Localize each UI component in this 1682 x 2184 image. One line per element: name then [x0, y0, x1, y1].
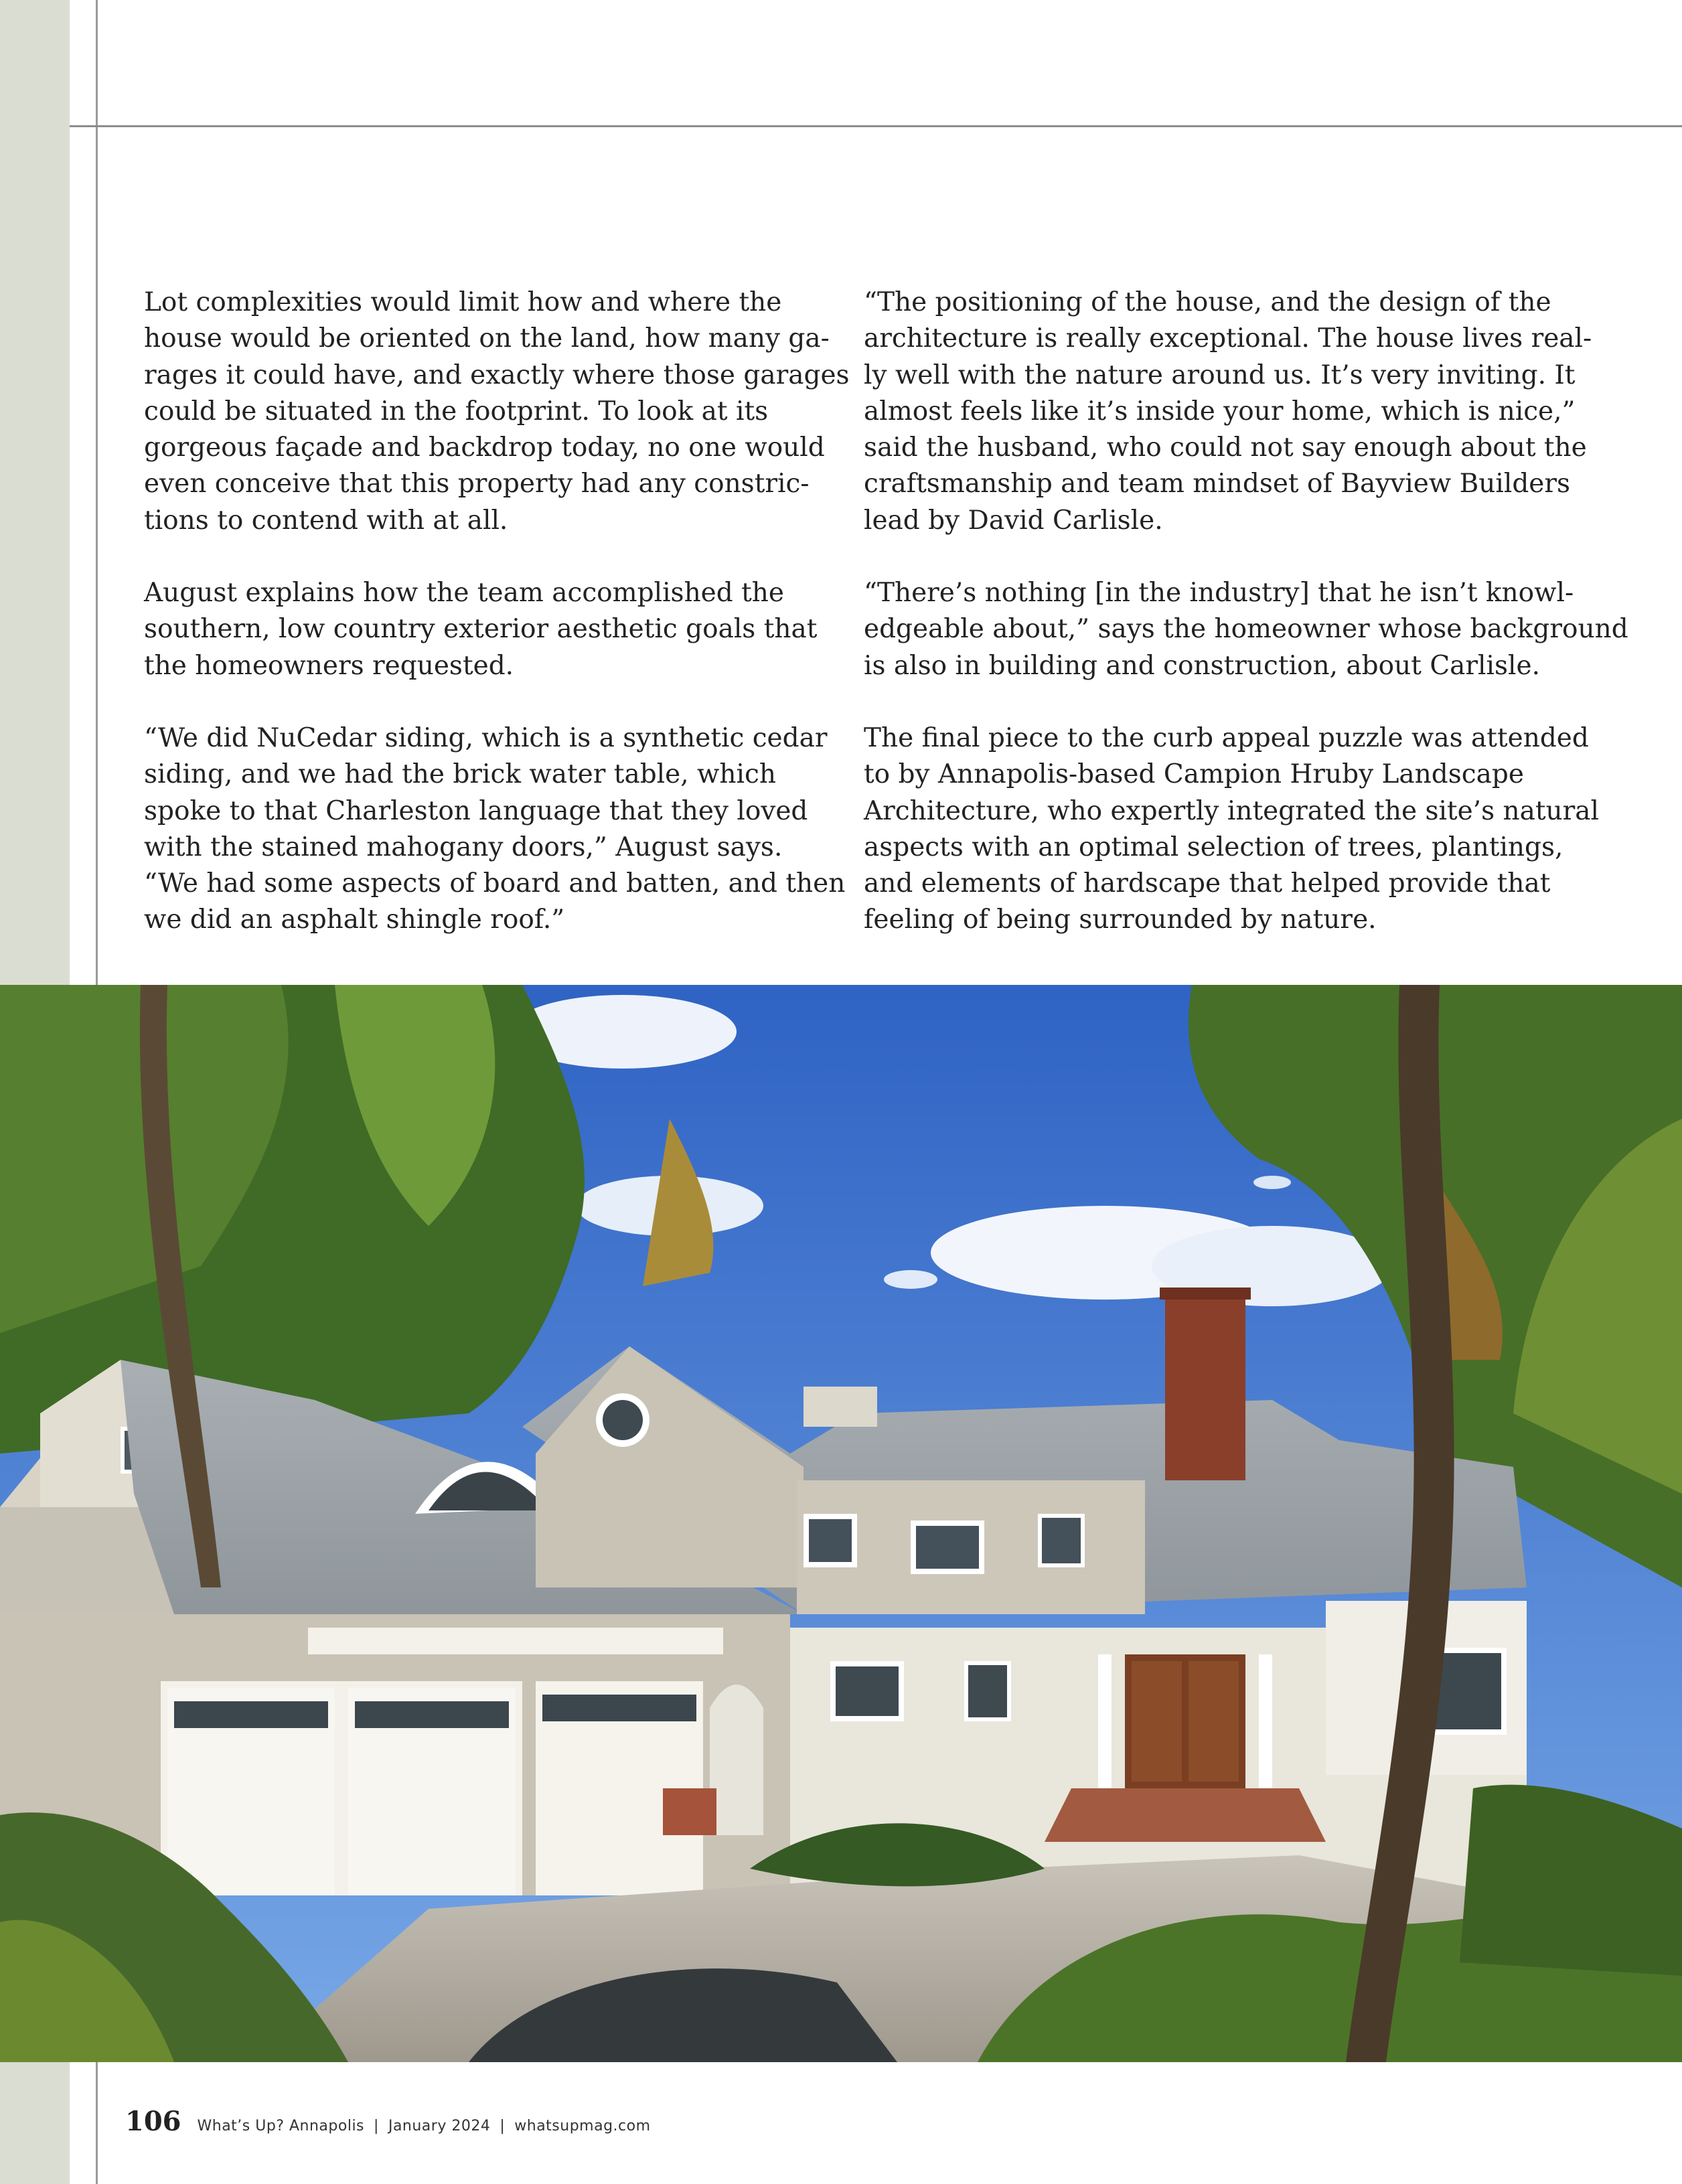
page-footer — [125, 2106, 651, 2139]
article-right-column — [864, 285, 1628, 975]
house-exterior-photo — [0, 985, 1682, 2062]
issue-date: January 2024 — [388, 2118, 491, 2134]
horizontal-rule — [70, 125, 1682, 127]
paragraph: “There’s nothing [in the industry] that he isn’t knowl- edgeable about,” says the homeowner whose background is also in building and construction, about Carlisle. — [864, 578, 1628, 681]
paragraph: “The positioning of the house, and the design of the architecture is really exceptional. The house lives real- ly well with the nature around us. It’s very inviting. It almost feels like it’s inside your home, which is nice,” said the husband, who could not say enough about the craftsmanship and team mindset of Bayview Builders lead by David Carlisle. — [864, 287, 1592, 536]
page-number: 106 — [125, 2106, 181, 2137]
footer-separator: | — [500, 2118, 506, 2134]
footer-separator: | — [374, 2118, 379, 2134]
website-link[interactable]: whatsupmag.com — [514, 2118, 651, 2134]
paragraph: Lot complexities would limit how and where the house would be oriented on the land, how many ga- rages it could have, and exactly where those garages could be situated in the footprint. To look at its gorgeous façade and backdrop today, no one would even conceive that this property had any constric- tions to contend with at all. — [144, 287, 850, 536]
publication-name: What’s Up? Annapolis — [197, 2118, 365, 2134]
paragraph: August explains how the team accomplished the southern, low country exterior aesthetic goals that the homeowners requested. — [144, 578, 818, 681]
paragraph: The final piece to the curb appeal puzzle was attended to by Annapolis-based Campion Hruby Landscape Architecture, who expertly integrated the site’s natural aspects with an optimal selection of trees, plantings, and elements of hardscape that helped provide that feeling of being surrounded by nature. — [864, 722, 1600, 935]
article-left-column — [144, 285, 850, 975]
paragraph: “We did NuCedar siding, which is a synthetic cedar siding, and we had the brick water table, which spoke to that Charleston language that they loved with the stained mahogany doors,” August says. “We had some aspects of board and batten, and then we did an asphalt shingle roof.” — [144, 722, 846, 935]
